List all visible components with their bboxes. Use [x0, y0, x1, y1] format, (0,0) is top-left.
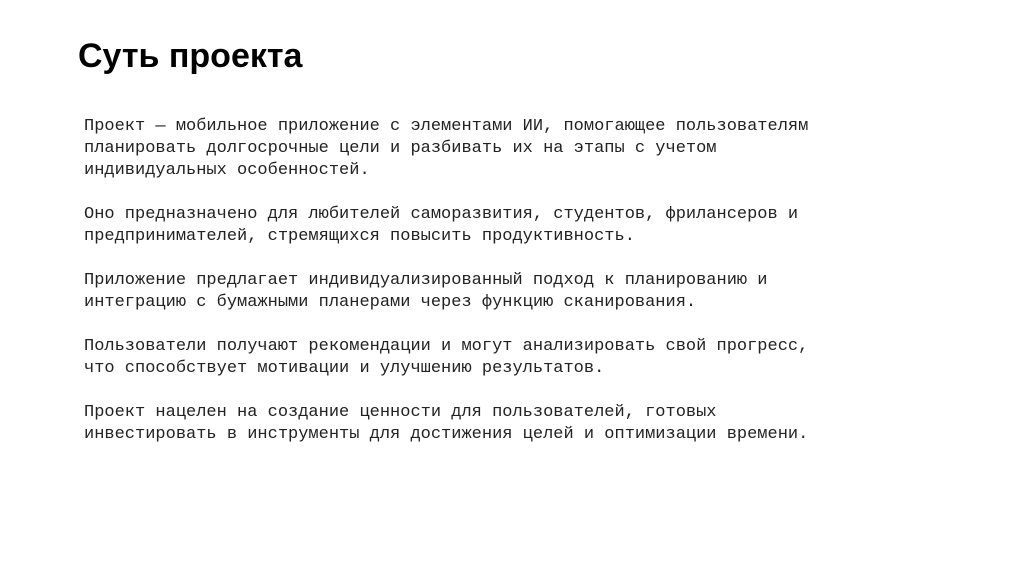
slide-title: Суть проекта: [78, 37, 303, 75]
paragraph-recommendations: Пользователи получают рекомендации и могут анализировать свой прогресс, что способствует мотивации и улучшению результатов.: [84, 337, 809, 378]
paragraph-approach: Приложение предлагает индивидуализированный подход к планированию и интеграцию с бумажными планерами через функцию сканирования.: [84, 271, 768, 312]
paragraph-target-audience: Оно предназначено для любителей саморазвития, студентов, фрилансеров и предпринимателей, стремящихся повысить продуктивность.: [84, 205, 799, 246]
paragraph-project-description: Проект — мобильное приложение с элементами ИИ, помогающее пользователям планировать долгосрочные цели и разбивать их на этапы с учетом индивидуальных особенностей.: [84, 117, 809, 180]
paragraph-value: Проект нацелен на создание ценности для пользователей, готовых инвестировать в инструменты для достижения целей и оптимизации времени.: [84, 403, 809, 444]
slide-body: [84, 116, 984, 446]
